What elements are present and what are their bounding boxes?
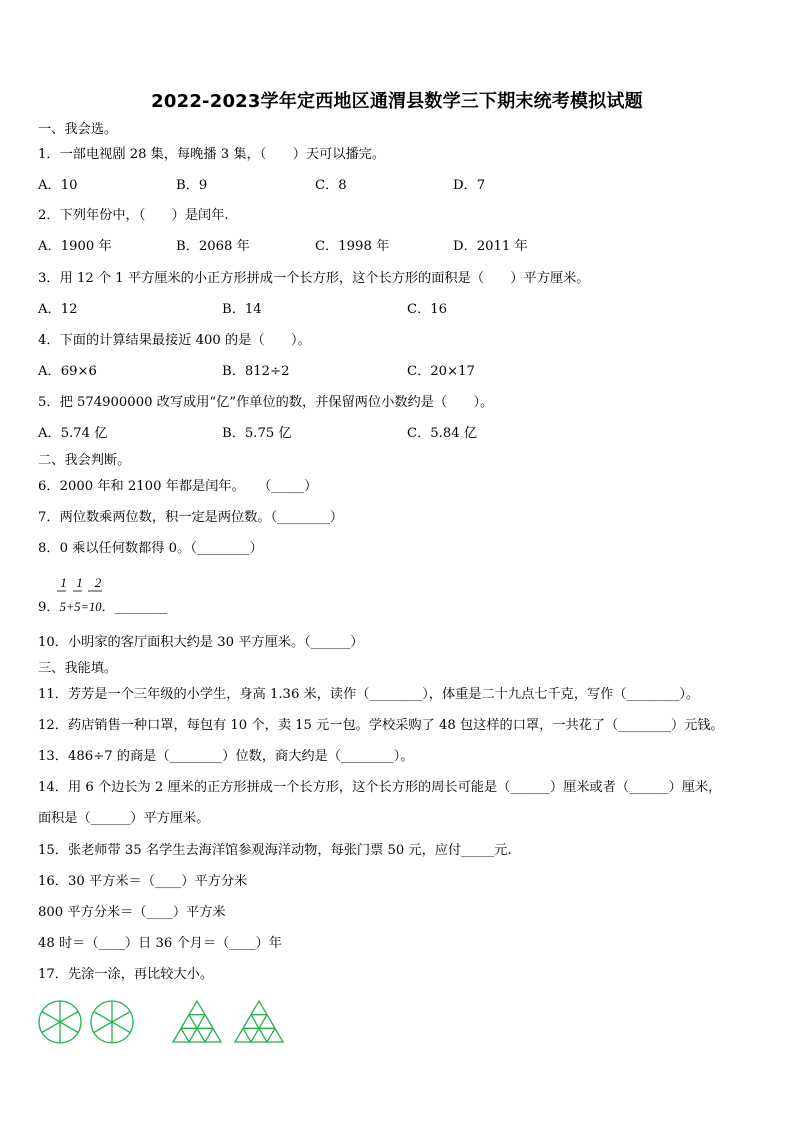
q9-numerator-2: 1: [76, 575, 83, 590]
question-16-part-2: 800 平方分米＝（____）平方米: [38, 905, 226, 920]
triangle-ninths-left[interactable]: [173, 1001, 221, 1042]
q3-option-a[interactable]: A．12: [38, 302, 78, 317]
q4-option-b[interactable]: B．812÷2: [222, 364, 290, 379]
question-13: 13．486÷7 的商是（________）位数，商大约是（________）。: [38, 749, 414, 764]
q3-option-b[interactable]: B．14: [222, 302, 262, 317]
q17-figures: [36, 998, 296, 1048]
q4-option-a[interactable]: A．69×6: [38, 364, 97, 379]
q4-option-c[interactable]: C．20×17: [407, 364, 475, 379]
question-11: 11．芳芳是一个三年级的小学生，身高 1.36 米，读作（________），体重是二十九点七千克，写作（________）。: [38, 687, 700, 702]
section-heading-fill: 三、我能填。: [38, 661, 118, 676]
question-3: 3．用 12 个 1 平方厘米的小正方形拼成一个长方形，这个长方形的面积是（ ）平方厘米。: [38, 271, 590, 286]
q9-fraction-expression: [58, 575, 105, 590]
question-7: 7．两位数乘两位数，积一定是两位数。（________）: [38, 510, 344, 525]
q9-plus: +: [65, 600, 75, 614]
section-heading-judge: 二、我会判断。: [38, 453, 131, 468]
q2-option-b[interactable]: B．2068 年: [176, 239, 250, 254]
q5-option-b[interactable]: B．5.75 亿: [222, 426, 292, 441]
question-14: 14．用 6 个边长为 2 厘米的正方形拼成一个长方形，这个长方形的周长可能是（______）厘米或者（______）厘米，: [38, 780, 722, 795]
q5-option-c[interactable]: C．5.84 亿: [407, 426, 478, 441]
question-14-continued: 面积是（______）平方厘米。: [38, 811, 210, 826]
question-1: 1．一部电视剧 28 集，每晚播 3 集，（ ）天可以播完。: [38, 147, 386, 162]
question-12: 12．药店销售一种口罩，每包有 10 个，卖 15 元一包。学校采购了 48 包这样的口罩，一共花了（________）元钱。: [38, 718, 724, 733]
question-15: 15．张老师带 35 名学生去海洋馆参观海洋动物，每张门票 50 元，应付_____元.: [38, 843, 512, 858]
q3-option-c[interactable]: C．16: [407, 302, 448, 317]
q9-fraction-bars: [56, 590, 106, 594]
question-16-part-3: 48 时＝（____）日 36 个月＝（____）年: [38, 936, 282, 951]
section-heading-choose: 一、我会选。: [38, 122, 118, 137]
circle-sixths-right[interactable]: [91, 1001, 133, 1043]
q9-label: 9．: [38, 600, 60, 615]
q5-option-a[interactable]: A．5.74 亿: [38, 426, 108, 441]
question-9: [38, 598, 167, 617]
q1-option-d[interactable]: D．7: [453, 178, 486, 193]
q9-denominator-1: 5: [59, 600, 66, 614]
q9-denominator-2: 5: [74, 600, 81, 614]
q1-option-a[interactable]: A．10: [38, 178, 78, 193]
circle-sixths-left[interactable]: [39, 1001, 81, 1043]
question-2: 2．下列年份中，（ ）是闰年.: [38, 208, 229, 223]
question-10: 10．小明家的客厅面积大约是 30 平方厘米。（______）: [38, 635, 364, 650]
q2-option-a[interactable]: A．1900 年: [38, 239, 112, 254]
q2-option-d[interactable]: D．2011 年: [453, 239, 528, 254]
page-title: 2022-2023学年定西地区通渭县数学三下期末统考模拟试题: [151, 91, 643, 112]
q9-numerator-3: 2: [94, 575, 102, 590]
question-4: 4．下面的计算结果最接近 400 的是（ ）。: [38, 333, 311, 348]
q9-numerator-1: 1: [60, 575, 67, 590]
q9-equals: =: [80, 600, 89, 614]
question-16-part-1: 16．30 平方米＝（____）平方分米: [38, 874, 248, 889]
question-6: 6．2000 年和 2100 年都是闰年。 （_____）: [38, 479, 318, 494]
q1-option-b[interactable]: B．9: [176, 178, 208, 193]
question-8: 8．0 乘以任何数都得 0。（________）: [38, 541, 263, 556]
question-17: 17．先涂一涂，再比较大小。: [38, 967, 214, 982]
triangle-ninths-right[interactable]: [235, 1001, 283, 1042]
q2-option-c[interactable]: C．1998 年: [315, 239, 390, 254]
q9-answer-blank[interactable]: ．________: [101, 600, 168, 615]
q9-denominator-3: 10: [88, 600, 102, 614]
q1-option-c[interactable]: C．8: [315, 178, 347, 193]
question-5: 5．把 574900000 改写成用“亿”作单位的数，并保留两位小数约是（ ）。: [38, 395, 494, 410]
